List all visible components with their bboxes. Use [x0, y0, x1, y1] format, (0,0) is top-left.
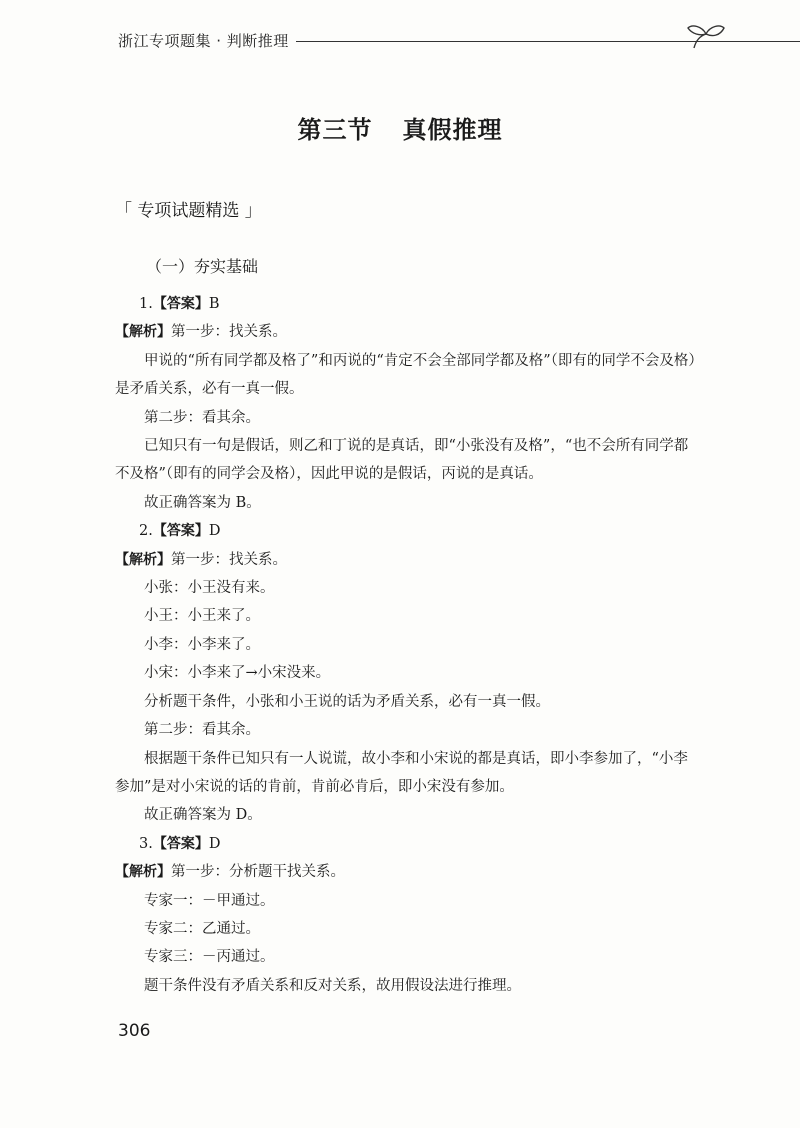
- q1-paragraph-1: 甲说的“所有同学都及格了”和丙说的“肯定不会全部同学都及格”（即有的同学不会及格）是矛盾关系，必有一真一假。: [115, 352, 696, 398]
- bracket-heading: 「 专项试题精选 」: [115, 201, 262, 221]
- q2-statement-2: 小王：小王来了。: [144, 608, 260, 625]
- q3-analysis-line: 【解析】第一步：分析题干找关系。: [115, 864, 345, 881]
- section-title: [0, 110, 800, 145]
- q2-statement-3: 小李：小李来了。: [144, 636, 260, 653]
- section-name: 真假推理: [402, 116, 503, 144]
- sub-heading: （一）夯实基础: [146, 257, 259, 276]
- header-title: 浙江专项题集 · 判断推理: [118, 32, 289, 50]
- q2-analysis-line: 【解析】第一步：找关系。: [115, 551, 287, 568]
- q2-paragraph-1: 分析题干条件，小张和小王说的话为矛盾关系，必有一真一假。: [144, 693, 550, 710]
- solutions-body: [115, 290, 700, 1000]
- q1-analysis-line: 【解析】第一步：找关系。: [115, 324, 287, 341]
- sprout-leaf-icon: [686, 22, 726, 52]
- q2-answer-line: 2.【答案】D: [139, 523, 221, 540]
- q2-conclusion: 故正确答案为 D。: [144, 807, 262, 824]
- q1-step-2: 第二步：看其余。: [144, 409, 260, 426]
- q1-conclusion: 故正确答案为 B。: [144, 494, 261, 511]
- q2-statement-1: 小张：小王没有来。: [144, 580, 275, 597]
- running-header: [118, 30, 718, 54]
- q3-statement-1: 专家一：－甲通过。: [144, 892, 275, 909]
- q1-answer-line: 1.【答案】B: [139, 296, 220, 312]
- q3-paragraph-1: 题干条件没有矛盾关系和反对关系，故用假设法进行推理。: [144, 977, 521, 994]
- q2-statement-4: 小宋：小李来了→小宋没来。: [144, 665, 331, 682]
- q2-step-2: 第二步：看其余。: [144, 722, 260, 739]
- q3-answer-line: 3.【答案】D: [139, 835, 221, 852]
- q3-statement-3: 专家三：－丙通过。: [144, 949, 275, 966]
- q2-paragraph-2: 根据题干条件已知只有一人说谎，故小李和小宋说的都是真话，即小李参加了，“小李参加”是对小宋说的话的肯前，肯前必肯后，即小宋没有参加。: [115, 750, 688, 795]
- q3-statement-2: 专家二：乙通过。: [144, 920, 260, 937]
- q1-paragraph-2: 已知只有一句是假话，则乙和丁说的是真话，即“小张没有及格”，“也不会所有同学都不及格”（即有的同学会及格），因此甲说的是假话，丙说的是真话。: [115, 438, 689, 483]
- page-number: 306: [118, 1021, 151, 1041]
- section-number: 第三节: [297, 116, 373, 144]
